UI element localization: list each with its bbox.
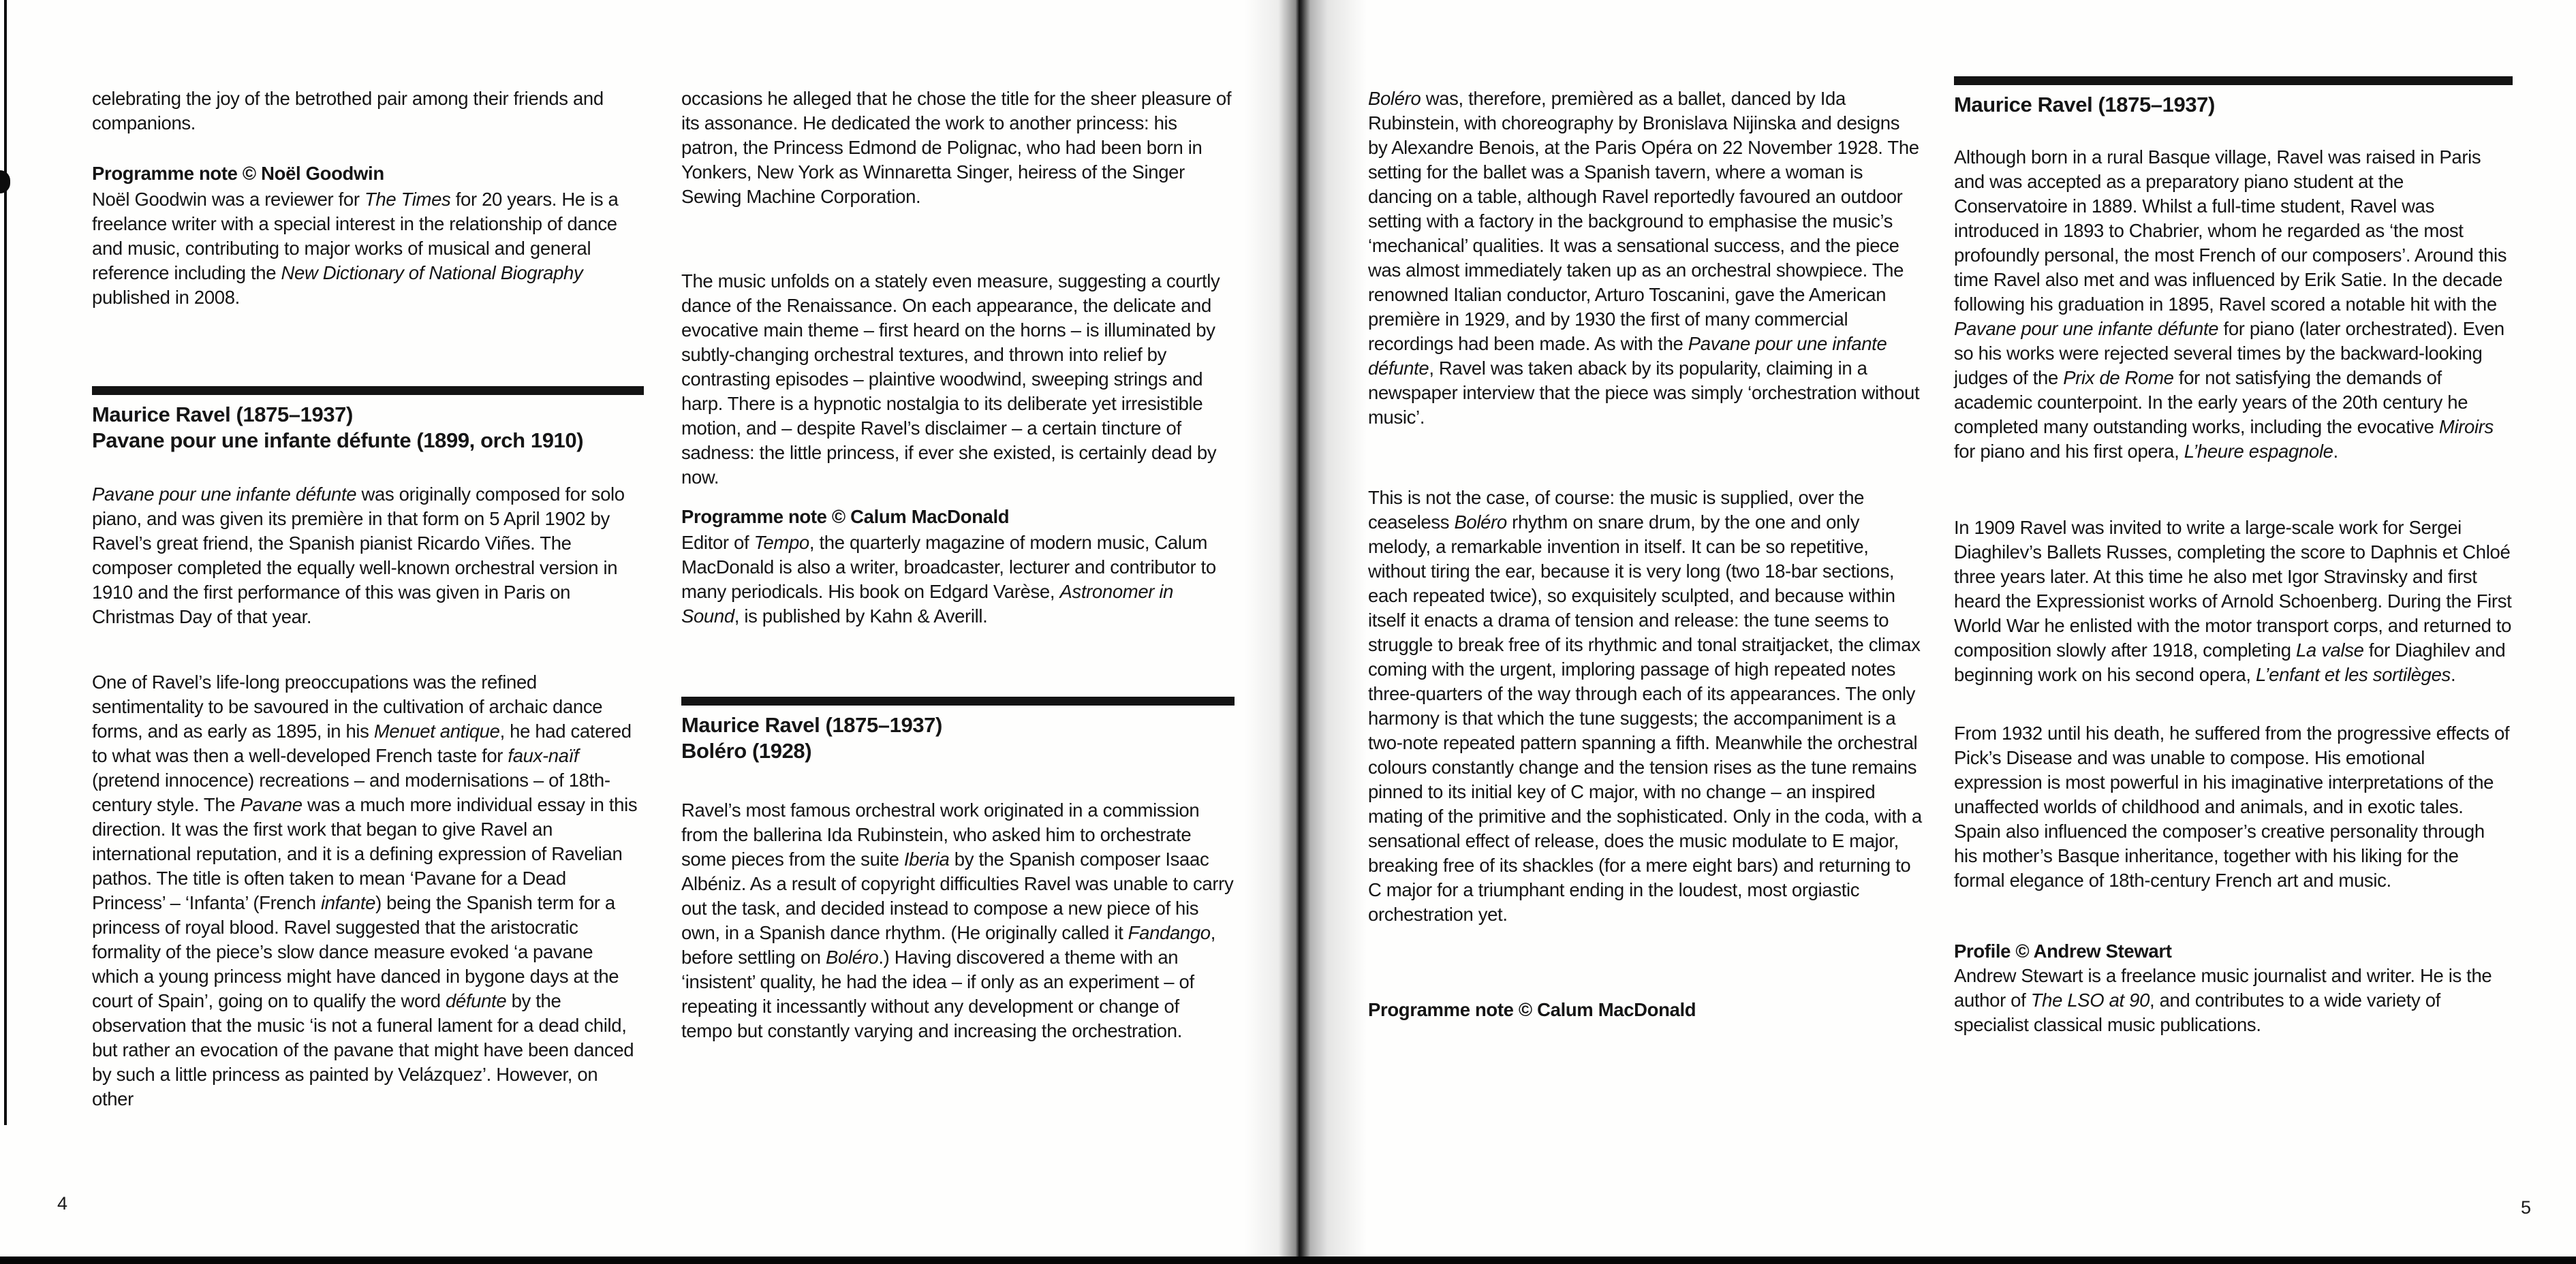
left-page-column-2 xyxy=(681,86,1235,1043)
body-text: The music unfolds on a stately even measure, suggesting a courtly dance of the Renaissance. On each appearance, the delicate and evocative main theme – first heard on the horns – is illuminated by subtly-changing orchestral textures, and thrown into relief by contrasting episodes – plaintive woodwind, sweeping strings and harp. There is a hypnotic nostalgia to its deliberate yet irresistible motion, and – despite Ravel’s disclaimer – a certain tincture of sadness: the little princess, if ever she existed, is certainly dead by now. xyxy=(681,270,1220,488)
italic-text: Pavane xyxy=(240,794,302,815)
italic-text: Prix de Rome xyxy=(2063,367,2174,388)
paragraph xyxy=(92,86,644,136)
body-text: , before settling on xyxy=(681,922,1216,968)
body-text: , and contributes to a wide variety of specialist classical music publications. xyxy=(1954,990,2440,1035)
section-heading-line: Maurice Ravel (1875–1937) xyxy=(681,713,942,737)
page-number-left: 4 xyxy=(57,1193,67,1214)
body-text: , he had catered to what was then a well-developed French taste for xyxy=(92,721,632,766)
section-heading xyxy=(1954,92,2513,118)
body-text: by the observation that the music ‘is not a funeral lament for a dead child, but rather an evocation of the pavane that might have been danced by such a little princess as painted by Velázquez’. However, on other xyxy=(92,990,634,1109)
section-heading-group xyxy=(1954,76,2513,118)
heading-rule xyxy=(92,386,644,395)
italic-text: L’enfant et les sortilèges xyxy=(2255,664,2451,685)
italic-text: Menuet antique xyxy=(373,721,500,742)
paragraph xyxy=(92,482,644,629)
paragraph xyxy=(1954,516,2513,687)
section-heading xyxy=(681,712,1235,764)
paragraph xyxy=(92,187,644,310)
body-text: rhythm on snare drum, by the one and only melody, a remarkable invention in itself. It can be so repetitive, without tiring the ear, because it is very long (two 18-bar sections, each repeated twice), so exquisitely sculpted, and because within itself it enacts a drama of tension and release: the tune seems to struggle to break free of its rhythmic and tonal straitjacket, the climax coming with the urgent, imploring passage of high repeated notes three-quarters of the way through each of its appearances. The only harmony is that which the tune suggests; the accompaniment is a two-note repeated pattern spanning a fifth. Meanwhile the orchestral colours constantly change and the tension rises as the tune remains pinned to its initial key of C major, with no change – an inspired mating of the primitive and the sophisticated. Only in the coda, with a sensational effect of release, does the music modulate to E major, breaking free of its shackles (for a mere eight bars) and returning to C major for a triumphant ending in the loudest, most orgiastic orchestration yet. xyxy=(1368,511,1922,925)
body-text: .) Having discovered a theme with an ‘insistent’ quality, he had the idea – if only as an experiment – of repeating it incessantly without any development or change of tempo but constantly varying and increasing the orchestration. xyxy=(681,947,1194,1041)
italic-text: La valse xyxy=(2295,639,2364,661)
body-text: was, therefore, premièred as a ballet, danced by Ida Rubinstein, with choreography by Bronislava Nijinska and designs by Alexandre Benois, at the Paris Opéra on 22 November 1928. The setting for the ballet was a Spanish tavern, where a woman is dancing on a table, although Ravel reportedly favoured an outdoor setting with a factory in the background to emphasise the music’s ‘mechanical’ qualities. It was a sensational success, and the piece was almost immediately taken up as an orchestral showpiece. The renowned Italian conductor, Arturo Toscanini, gave the American première in 1929, and by 1930 the first of many commercial recordings had been made. As with the xyxy=(1368,88,1919,354)
right-page-column-1 xyxy=(1368,86,1923,1022)
section-heading xyxy=(92,402,644,454)
body-text: One of Ravel’s life-long preoccupations was the refined sentimentality to be savoured in the cultivation of archaic dance forms, and as early as 1895, in his xyxy=(92,672,603,742)
left-page-column-1 xyxy=(92,86,644,1111)
italic-text: Pavane pour une infante défunte xyxy=(1368,333,1887,379)
body-text: . xyxy=(2333,441,2338,462)
paragraph xyxy=(681,269,1235,490)
italic-text: Miroirs xyxy=(2438,416,2494,437)
italic-text: Tempo xyxy=(754,532,809,553)
heading-rule xyxy=(681,697,1235,706)
italic-text: The LSO at 90 xyxy=(2030,990,2150,1011)
body-text: Andrew Stewart is a freelance music journalist and writer. He is the author of xyxy=(1954,965,2492,1011)
section-heading-line: Pavane pour une infante défunte (1899, orch 1910) xyxy=(92,428,584,452)
body-text: for not satisfying the demands of academic counterpoint. In the early years of the 20th century he completed many outstanding works, including the evocative xyxy=(1954,367,2468,437)
body-text: was a much more individual essay in this direction. It was the first work that began to give Ravel an international reputation, and it is a defining expression of Ravelian pathos. The title is often taken to mean ‘Pavane for a Dead Princess’ – ‘Infanta’ (French xyxy=(92,794,638,913)
page-gutter-shadow xyxy=(1244,0,1367,1264)
italic-text: New Dictionary of National Biography xyxy=(281,262,583,283)
paragraph xyxy=(92,670,644,1111)
paragraph xyxy=(1954,721,2513,893)
section-heading-line: Boléro (1928) xyxy=(681,739,812,763)
body-text: , is published by Kahn & Averill. xyxy=(734,605,988,627)
body-text: published in 2008. xyxy=(92,287,240,308)
body-text: , Ravel was taken aback by its popularity, claiming in a newspaper interview that the piece was simply ‘orchestration without music’. xyxy=(1368,358,1920,428)
section-heading-group xyxy=(92,386,644,454)
scan-bottom-edge xyxy=(0,1257,2576,1264)
body-text: Noël Goodwin was a reviewer for xyxy=(92,189,364,210)
body-text: , the quarterly magazine of modern music, Calum MacDonald is also a writer, broadcaster, lecturer and contributor to many periodicals. His book on Edgard Varèse, xyxy=(681,532,1216,602)
scan-edge-artifact xyxy=(0,170,10,193)
credit-subheading: Programme note © Calum MacDonald xyxy=(1368,999,1696,1020)
italic-text: Boléro xyxy=(825,947,879,968)
paragraph xyxy=(1368,86,1923,430)
italic-text: Boléro xyxy=(1368,88,1421,109)
italic-text: infante xyxy=(320,892,376,913)
page-number-right: 5 xyxy=(2521,1197,2531,1218)
credit-subheading: Programme note © Calum MacDonald xyxy=(681,506,1010,527)
body-text: for piano and his first opera, xyxy=(1954,441,2184,462)
italic-text: Pavane pour une infante défunte xyxy=(1954,318,2219,339)
body-text: was originally composed for solo piano, and was given its première in that form on 5 April 1902 by Ravel’s great friend, the Spanish pianist Ricardo Viñes. The composer completed the equally well-known orchestral version in 1910 and the first performance of this was given in Paris on Christmas Day of that year. xyxy=(92,484,625,627)
italic-text: faux-naïf xyxy=(508,745,579,766)
italic-text: Astronomer in Sound xyxy=(681,581,1174,627)
body-text: Although born in a rural Basque village, Ravel was raised in Paris and was accepted as a preparatory piano student at the Conservatoire in 1889. Whilst a full-time student, Ravel was introduced in 1893 to Chabrier, whom he regarded as ‘the most profoundly personal, the most French of our composers’. Around this time Ravel also met and was influenced by Erik Satie. In the decade following his graduation in 1895, Ravel scored a notable hit with the xyxy=(1954,146,2507,315)
italic-text: Fandango xyxy=(1128,922,1211,943)
paragraph xyxy=(1368,486,1923,927)
body-text: Editor of xyxy=(681,532,754,553)
body-text: Ravel’s most famous orchestral work originated in a commission from the ballerina Ida Rubinstein, who asked him to orchestrate some pieces from the suite xyxy=(681,800,1200,870)
body-text: celebrating the joy of the betrothed pair among their friends and companions. xyxy=(92,88,604,133)
body-text: . xyxy=(2450,664,2456,685)
section-heading-line: Maurice Ravel (1875–1937) xyxy=(92,402,353,426)
italic-text: Iberia xyxy=(903,849,950,870)
italic-text: Boléro xyxy=(1454,511,1507,533)
credit-subheading: Profile © Andrew Stewart xyxy=(1954,941,2172,962)
right-page-column-2 xyxy=(1954,76,2513,1037)
body-text: for Diaghilev and beginning work on his second opera, xyxy=(1954,639,2506,685)
italic-text: The Times xyxy=(364,189,451,210)
paragraph xyxy=(681,531,1235,629)
body-text: This is not the case, of course: the music is supplied, over the ceaseless xyxy=(1368,487,1865,533)
section-heading-line: Maurice Ravel (1875–1937) xyxy=(1954,93,2215,116)
heading-rule xyxy=(1954,76,2513,85)
body-text: by the Spanish composer Isaac Albéniz. As a result of copyright difficulties Ravel was unable to carry out the task, and decided instead to compose a new piece of his own, in a Spanish dance rhythm. (He originally called it xyxy=(681,849,1234,943)
paragraph xyxy=(681,86,1235,209)
paragraph xyxy=(681,798,1235,1043)
body-text: From 1932 until his death, he suffered from the progressive effects of Pick’s Disease and was unable to compose. His emotional expression is most powerful in his imaginative interpretations of the unaffected worlds of childhood and animals, and in exotic tales. Spain also influenced the composer’s creative personality through his mother’s Basque inheritance, together with his liking for the formal elegance of 18th-century French art and music. xyxy=(1954,723,2510,891)
italic-text: L’heure espagnole xyxy=(2184,441,2333,462)
section-heading-group xyxy=(681,697,1235,764)
italic-text: Pavane pour une infante défunte xyxy=(92,484,357,505)
italic-text: défunte xyxy=(445,990,507,1011)
body-text: ) being the Spanish term for a princess of royal blood. Ravel suggested that the aristocratic formality of the piece’s slow dance measure evoked ‘a pavane which a young princess might have danced in bygone days at the court of Spain’, going on to qualify the word xyxy=(92,892,619,1011)
body-text: for piano (later orchestrated). Even so his works were rejected several times by the backward-looking judges of the xyxy=(1954,318,2504,388)
body-text: (pretend innocence) recreations – and modernisations – of 18th-century style. The xyxy=(92,770,610,815)
body-text: occasions he alleged that he chose the title for the sheer pleasure of its assonance. He dedicated the work to another princess: his patron, the Princess Edmond de Polignac, who had been born in Yonkers, New York as Winnaretta Singer, heiress of the Singer Sewing Machine Corporation. xyxy=(681,88,1232,207)
scan-edge-line xyxy=(4,0,7,1125)
body-text: for 20 years. He is a freelance writer with a special interest in the relationship of dance and music, contributing to major works of musical and general reference including the xyxy=(92,189,619,283)
paragraph xyxy=(1954,964,2513,1037)
body-text: In 1909 Ravel was invited to write a large-scale work for Sergei Diaghilev’s Ballets Russes, completing the score to Daphnis et Chloé three years later. At this time he also met Igor Stravinsky and first heard the Expressionist works of Arnold Schoenberg. During the First World War he enlisted with the motor transport corps, and returned to composition slowly after 1918, completing xyxy=(1954,517,2512,661)
credit-subheading: Programme note © Noël Goodwin xyxy=(92,163,384,184)
paragraph xyxy=(1954,145,2513,464)
